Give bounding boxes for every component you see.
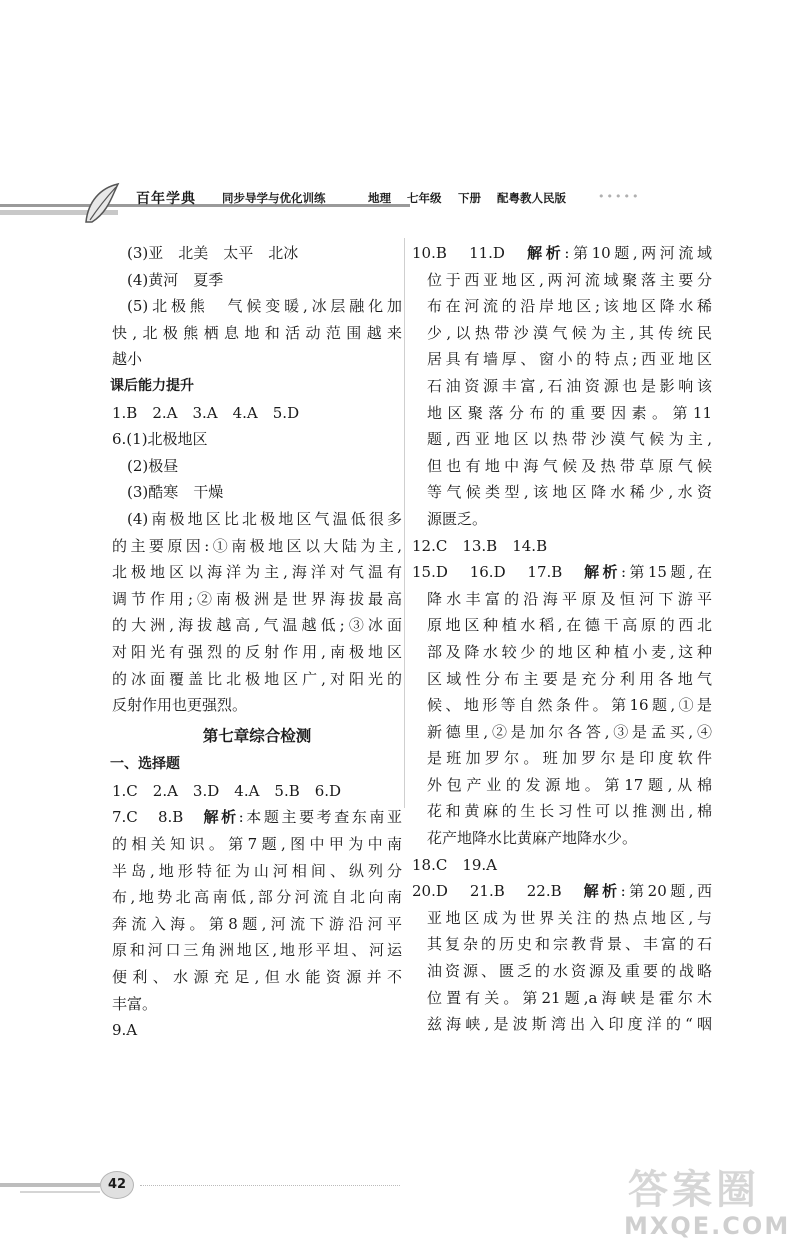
answer-line: 原地区种植水稻,在德干高原的西北 <box>427 616 712 635</box>
answer-line: 的相关知识。第7题,图中甲为中南 <box>112 835 402 854</box>
answer-line: 外包产业的发源地。第17题,从棉 <box>427 775 712 794</box>
watermark-logo-text: 答案圈 <box>628 1167 760 1213</box>
answer-line: 丰富。 <box>112 994 158 1013</box>
page-header <box>0 180 800 230</box>
answer-line: (4)南极地区比北极地区气温低很多 <box>127 509 402 528</box>
page-number: 42 <box>100 1171 134 1199</box>
answer-line: 18.C 19.A <box>412 855 498 874</box>
answer-line: 降水丰富的沿海平原及恒河下游平 <box>427 589 712 608</box>
answer-line: 1.C 2.A 3.D 4.A 5.B 6.D <box>112 781 342 800</box>
answer-line: 便利、水源充足,但水能资源并不 <box>112 968 402 987</box>
answer-line: 北极地区以海洋为主,海洋对气温有 <box>112 563 402 582</box>
footer-rule-thin <box>20 1191 100 1193</box>
answer-line: 调节作用;②南极洲是世界海拔最高 <box>112 589 402 608</box>
answer-line: 位置有关。第21题,a海峡是霍尔木 <box>427 988 712 1007</box>
analysis-label: 解析 <box>203 808 239 827</box>
answer-line <box>412 878 712 905</box>
answer-line: 题,西亚地区以热带沙漠气候为主, <box>427 430 712 449</box>
column-divider <box>404 238 405 808</box>
answer-line: 区域性分布主要是充分利用各地气 <box>427 669 712 688</box>
analysis-label: 解析 <box>584 563 621 582</box>
answer-line: 地区聚落分布的重要因素。第11 <box>427 403 712 422</box>
grade: 七年级 <box>407 191 442 205</box>
answer-line: 越小 <box>112 350 143 369</box>
answer-line <box>412 240 712 267</box>
section-heading: 课后能力提升 <box>110 377 194 394</box>
subject: 地理 <box>368 191 391 205</box>
answer-line: 奔流入海。第8题,河流下游沿河平 <box>112 914 402 933</box>
right-column <box>412 240 712 1038</box>
answer-text: :第20题,西 <box>620 882 712 901</box>
answer-line: (4)黄河 夏季 <box>127 270 224 289</box>
analysis-label: 解析 <box>583 882 621 901</box>
answer-line: 1.B 2.A 3.A 4.A 5.D <box>112 403 300 422</box>
answer-line: (5)北极熊 气候变暖,冰层融化加 <box>127 297 402 316</box>
answer-line: (3)酷寒 干燥 <box>127 483 224 502</box>
answer-prefix: 10.B 11.D <box>412 244 528 262</box>
brand-name: 百年学典 <box>136 191 196 207</box>
series-name: 同步导学与优化训练 <box>222 191 326 205</box>
answer-line: 少,以热带沙漠气候为主,其传统民 <box>427 323 712 342</box>
answer-line: 的冰面覆盖比北极地区广,对阳光的 <box>112 669 402 688</box>
answer-text: :本题主要考查东南亚 <box>238 808 403 827</box>
leaf-logo-icon <box>78 182 124 226</box>
answer-line: 石油资源丰富,石油资源也是影响该 <box>427 376 712 395</box>
answer-line: 对阳光有强烈的反射作用,南极地区 <box>112 642 402 661</box>
answer-line: 快,北极熊栖息地和活动范围越来 <box>112 323 402 342</box>
watermark <box>618 1158 791 1248</box>
answer-line <box>412 559 712 586</box>
answer-line: 是班加罗尔。班加罗尔是印度软件 <box>427 749 712 768</box>
header-rule <box>0 204 410 207</box>
answer-line: 6.(1)北极地区 <box>112 430 208 449</box>
answer-prefix: 7.C 8.B <box>112 808 204 827</box>
footer-dotted-line <box>140 1185 400 1186</box>
answer-line: 源匮乏。 <box>427 509 488 528</box>
section-heading: 一、选择题 <box>110 756 180 773</box>
answer-line: 候、地形等自然条件。第16题,①是 <box>427 696 712 715</box>
volume: 下册 <box>458 191 481 205</box>
answer-line: 位于西亚地区,两河流域聚落主要分 <box>427 270 712 289</box>
answer-line: 12.C 13.B 14.B <box>412 536 548 555</box>
answer-line: 的主要原因:①南极地区以大陆为主, <box>112 536 402 555</box>
chapter-title: 第七章综合检测 <box>202 726 312 745</box>
answer-line: 花产地降水比黄麻产地降水少。 <box>427 829 638 848</box>
answer-prefix: 20.D 21.B 22.B <box>412 882 584 901</box>
answer-text: :第15题,在 <box>620 563 712 582</box>
left-column <box>112 240 402 1044</box>
answer-line: 部及降水较少的地区种植小麦,这种 <box>427 642 712 661</box>
footer-rule <box>0 1183 100 1187</box>
answer-line: 反射作用也更强烈。 <box>112 696 248 715</box>
answer-line: (2)极昼 <box>127 456 179 475</box>
edition: 配粤教人民版 <box>497 191 566 205</box>
answer-line: 布在河流的沿岸地区;该地区降水稀 <box>427 297 712 316</box>
answer-line: 花和黄麻的生长习性可以推测出,棉 <box>427 802 712 821</box>
answer-line: 的大洲,海拔越高,气温越低;③冰面 <box>112 616 402 635</box>
analysis-label: 解析 <box>527 244 565 262</box>
answer-line: 原和河口三角洲地区,地形平坦、河运 <box>112 941 402 960</box>
header-dots: ••••• <box>598 190 641 203</box>
answer-line: 新德里,②是加尔各答,③是孟买,④ <box>427 722 712 741</box>
answer-line: 油资源、匮乏的水资源及重要的战略 <box>427 962 712 981</box>
answer-line: 9.A <box>112 1021 138 1040</box>
answer-line: 其复杂的历史和宗教背景、丰富的石 <box>427 935 712 954</box>
answer-line: 但也有地中海气候及热带草原气候 <box>427 456 712 475</box>
answer-line <box>112 804 402 831</box>
answer-line: 等气候类型,该地区降水稀少,水资 <box>427 483 712 502</box>
answer-line: 亚地区成为世界关注的热点地区,与 <box>427 908 712 927</box>
answer-line: 布,地势北高南低,部分河流自北向南 <box>112 888 402 907</box>
answer-line: (3)亚 北美 太平 北冰 <box>127 244 299 262</box>
watermark-url: MXQE.COM <box>624 1212 791 1240</box>
answer-line: 居具有墙厚、窗小的特点;西亚地区 <box>427 350 712 369</box>
answer-text: :第10题,两河流域 <box>564 244 712 262</box>
answer-line: 兹海峡,是波斯湾出入印度洋的“咽 <box>427 1015 712 1034</box>
answer-line: 半岛,地形特征为山河相间、纵列分 <box>112 861 402 880</box>
answer-prefix: 15.D 16.D 17.B <box>412 563 585 582</box>
